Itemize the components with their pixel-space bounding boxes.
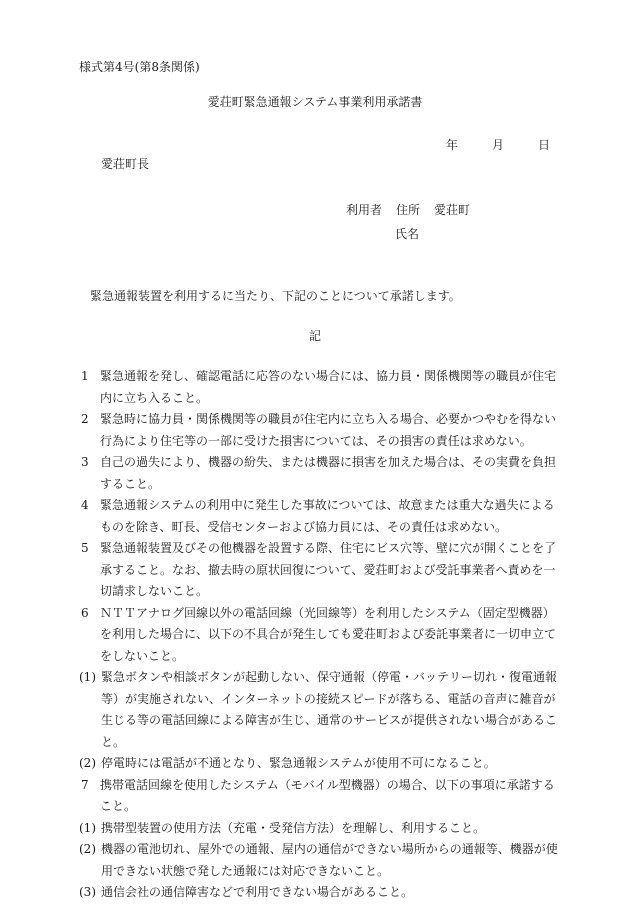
term-item [0,538,630,603]
term-item [0,603,630,668]
ki-heading: 記 [308,329,321,343]
sub-term-text: 停電時には電話が不通となり、緊急通報システムが使用不可になること。 [101,756,496,770]
name-label: 氏名 [395,227,420,241]
term-number: 6 [81,605,89,620]
address-label: 住所 [396,203,421,217]
sub-term-number: (1) [79,820,96,835]
term-item [0,452,630,495]
term-number: 1 [81,369,89,383]
term-text: 携帯電話回線を使用したシステム（モバイル型機器）の場合、以下の事項に承諾すること。 [100,777,555,813]
term-text: 緊急通報装置及びその他機器を設置する際、住宅にビス穴等、壁に穴が開くことを了承すること。なお、撤去時の原状回復について、愛荘町および受託事業者へ責めを一切請求しないこと。 [100,541,557,598]
term-text: 緊急時に協力員・関係機関等の職員が住宅内に立ち入る場合、必要かつやむを得ない行為により住宅等の一部に受けた損害については、その損害の責任は求めない。 [100,412,557,448]
sub-term-text: 機器の電池切れ、屋外での通報、屋内の通信ができない場所からの通報等、機器が使用できない状態で発した通報には対応できないこと。 [101,842,558,878]
sub-term-number: (2) [79,756,96,770]
term-item [0,366,630,409]
user-address-line [346,204,484,216]
term-text: ＮＴＴアナログ回線以外の電話回線（光回線等）を利用したシステム（固定型機器）を利用した場合に、以下の不具合が発生しても愛荘町および委託事業者に一切申立てをしないこと。 [100,605,557,663]
sub-term-text: 通信会社の通信障害などで利用できない場合があること。 [101,885,414,899]
sub-term-item [0,818,630,840]
term-number: 4 [81,498,89,512]
intro-statement: 緊急通報装置を利用するに当たり、下記のことについて承諾します。 [90,289,461,303]
sub-term-item [0,753,630,775]
date-line [446,139,550,151]
term-number: 7 [81,777,89,792]
sub-term-number: (2) [79,842,96,856]
user-label: 利用者 [346,203,383,217]
term-number: 2 [81,412,89,426]
term-number: 3 [81,455,89,469]
date-year-label: 年 [445,138,458,152]
address-value: 愛荘町 [434,203,471,217]
sub-term-item [0,667,630,753]
form-number: 様式第4号(第8条関係) [79,60,200,74]
term-item [0,775,630,818]
sub-term-number: (3) [79,885,96,899]
terms-list [0,366,630,904]
sub-term-item [0,839,630,882]
addressee: 愛荘町長 [101,157,150,171]
term-text: 自己の過失により、機器の紛失、または機器に損害を加えた場合は、その実費を負担すること。 [100,455,557,491]
sub-term-item [0,882,630,904]
sub-term-text: 緊急ボタンや相談ボタンが起動しない、保守通報（停電・バッテリー切れ・復電通報等）が実施されない、インターネットの接続スピードが落ちる、電話の音声に雑音が生じる等の電話回線による障害が生じ、通常のサービスが提供されない場合があること。 [101,670,558,749]
sub-term-number: (1) [79,670,96,684]
term-text: 緊急通報を発し、確認電話に応答のない場合には、協力員・関係機関等の職員が住宅内に立ち入ること。 [100,369,557,405]
date-day-label: 日 [537,138,550,152]
term-item [0,495,630,538]
term-item [0,409,630,452]
sub-term-text: 携帯型装置の使用方法（充電・受発信方法）を理解し、利用すること。 [101,820,486,835]
term-text: 緊急通報システムの利用中に発生した事故については、故意または重大な過失によるものを除き、町長、受信センターおよび協力員には、その責任は求めない。 [100,498,555,534]
term-number: 5 [81,541,89,555]
date-month-label: 月 [491,138,504,152]
document-title: 愛荘町緊急通報システム事業利用承諾書 [207,95,423,109]
